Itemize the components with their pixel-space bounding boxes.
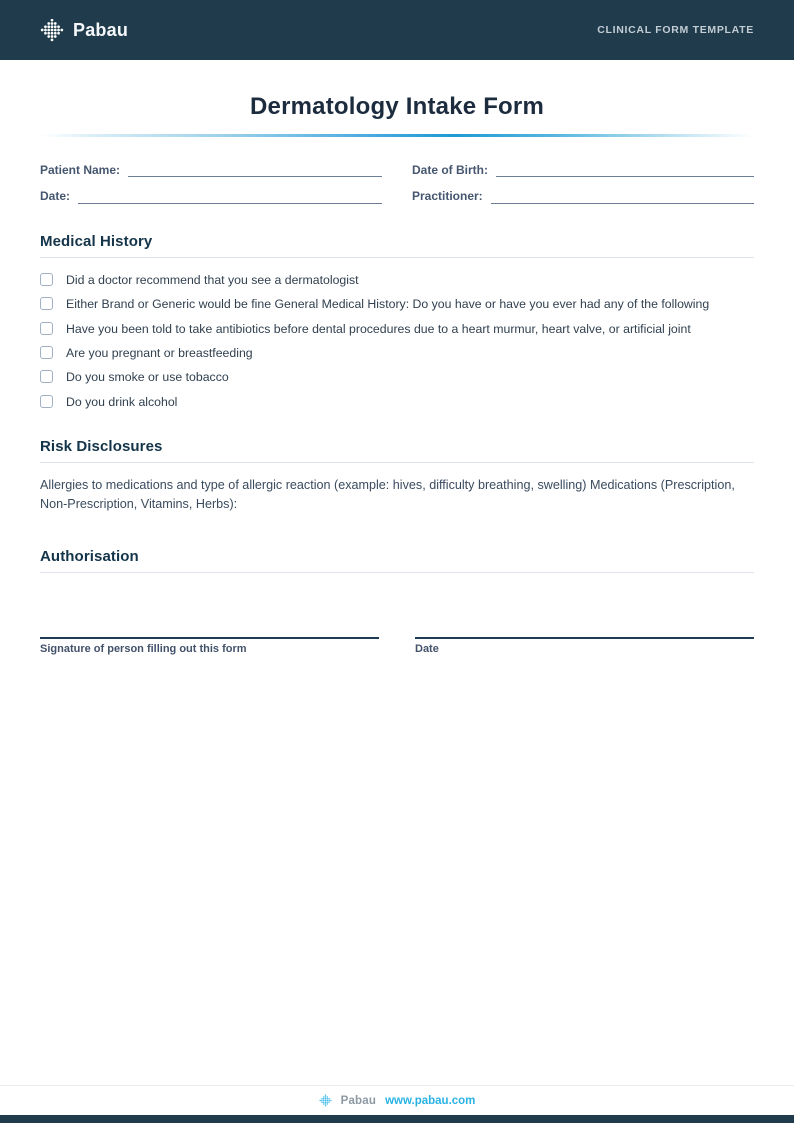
signature-date-column — [415, 637, 754, 655]
checkbox-label: Either Brand or Generic would be fine General Medical History: Do you have or have you ever had any of the following — [66, 297, 710, 312]
title-divider — [40, 134, 754, 137]
practitioner-label: Practitioner: — [412, 189, 483, 204]
checkbox-label: Do you drink alcohol — [66, 394, 178, 409]
authorisation-section — [40, 548, 754, 655]
signature-date-caption: Date — [415, 642, 439, 655]
patient-name-label: Patient Name: — [40, 163, 121, 177]
footer-website-link[interactable]: www.pabau.com — [385, 1094, 476, 1107]
section-heading-risk-disclosures: Risk Disclosures — [40, 438, 754, 463]
date-of-birth-label: Date of Birth: — [412, 163, 488, 177]
checkbox[interactable] — [40, 322, 53, 335]
section-heading-medical-history: Medical History — [40, 233, 754, 258]
section-heading-authorisation: Authorisation — [40, 548, 754, 573]
checkbox-item — [40, 322, 754, 337]
checkbox[interactable] — [40, 370, 53, 383]
checkbox[interactable] — [40, 297, 53, 310]
checkbox-item — [40, 346, 754, 361]
footer-brand-name: Pabau — [340, 1094, 377, 1107]
checkbox[interactable] — [40, 395, 53, 408]
risk-disclosures-section — [40, 438, 754, 514]
checkbox-item — [40, 370, 754, 385]
date-field — [40, 189, 382, 203]
checkbox-label: Have you been told to take antibiotics before dental procedures due to a heart murmur, heart valve, or artificial joint — [66, 321, 691, 336]
checkbox-label: Did a doctor recommend that you see a dermatologist — [66, 272, 359, 287]
footer — [0, 1085, 794, 1115]
medical-history-section — [40, 233, 754, 410]
checkbox-label: Do you smoke or use tobacco — [66, 370, 229, 385]
patient-fields — [40, 163, 754, 204]
checkbox-item — [40, 395, 754, 410]
checkbox-item — [40, 297, 754, 312]
checkbox-label: Are you pregnant or breastfeeding — [66, 345, 253, 360]
date-label: Date: — [40, 189, 71, 204]
risk-disclosures-text: Allergies to medications and type of allergic reaction (example: hives, difficulty breathing, swelling) Medications (Prescription, Non-Prescription, Vitamins, Herbs): — [40, 477, 735, 511]
template-type-label: CLINICAL FORM TEMPLATE — [597, 24, 754, 36]
date-input-line[interactable] — [78, 191, 382, 204]
brand-name: Pabau — [73, 19, 129, 40]
pabau-logo-icon — [40, 18, 64, 42]
form-body — [0, 93, 794, 655]
brand — [40, 18, 128, 42]
signature-line[interactable] — [40, 637, 379, 639]
page-title: Dermatology Intake Form — [250, 93, 544, 120]
signature-block — [40, 637, 754, 655]
medical-history-checklist — [40, 273, 754, 410]
pabau-logo-icon — [319, 1094, 332, 1107]
patient-name-input-line[interactable] — [128, 164, 382, 177]
checkbox-item — [40, 273, 754, 288]
signature-caption: Signature of person filling out this form — [40, 642, 247, 655]
bottom-accent-bar — [0, 1115, 794, 1123]
signature-column — [40, 637, 379, 655]
checkbox[interactable] — [40, 346, 53, 359]
practitioner-field — [412, 189, 754, 203]
date-of-birth-input-line[interactable] — [496, 164, 754, 177]
practitioner-input-line[interactable] — [491, 191, 754, 204]
patient-name-field — [40, 163, 382, 177]
signature-date-line[interactable] — [415, 637, 754, 639]
header — [0, 0, 794, 60]
checkbox[interactable] — [40, 273, 53, 286]
date-of-birth-field — [412, 163, 754, 177]
